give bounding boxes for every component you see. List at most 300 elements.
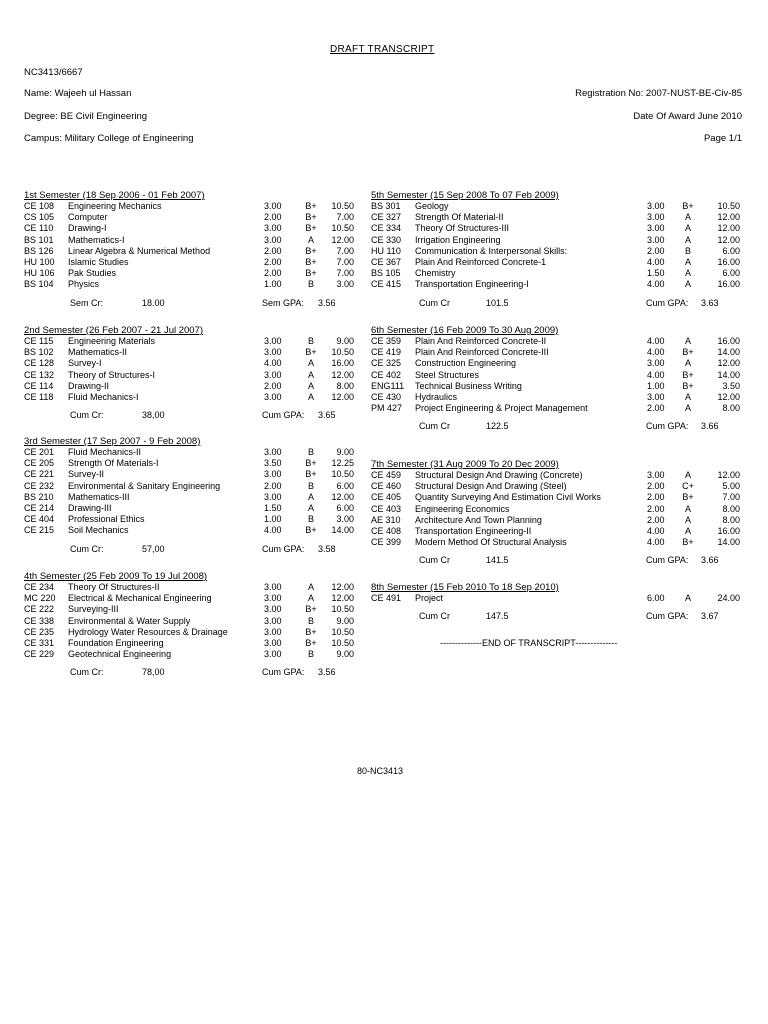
semester-block bbox=[24, 436, 364, 555]
course-credits: 3.00 bbox=[647, 234, 665, 245]
course-grade: A bbox=[307, 369, 314, 380]
course-row bbox=[24, 649, 364, 660]
semester-summary bbox=[371, 610, 719, 622]
course-grade: B bbox=[307, 279, 314, 290]
degree: Degree: BE Civil Engineering bbox=[24, 111, 148, 122]
course-name: Geology bbox=[415, 201, 449, 211]
course-grade: B+ bbox=[305, 256, 317, 267]
course-points: 9.00 bbox=[336, 447, 354, 457]
course-grade: A bbox=[307, 380, 314, 391]
course-points: 10.50 bbox=[331, 223, 354, 234]
course-row bbox=[371, 268, 740, 279]
course-grade: B bbox=[307, 615, 314, 626]
course-points: 6.00 bbox=[336, 502, 354, 513]
course-points: 3.00 bbox=[336, 279, 354, 290]
course-grade: B+ bbox=[305, 458, 317, 469]
gpa-label: Cum GPA: bbox=[646, 421, 689, 432]
course-name: Hydrology Water Resources & Drainage bbox=[68, 626, 228, 637]
course-code: BS 126 bbox=[24, 245, 54, 256]
course-name: Transportation Engineering-II bbox=[415, 525, 532, 536]
course-name: Transportation Engineering-I bbox=[415, 279, 529, 290]
credit-label: Cum Cr: bbox=[70, 410, 104, 421]
course-name: Structural Design And Drawing (Concrete) bbox=[415, 470, 583, 480]
course-grade: A bbox=[684, 358, 691, 369]
course-code: CE 110 bbox=[24, 223, 54, 234]
course-credits: 1.00 bbox=[647, 380, 665, 391]
semester-title: 6th Semester (16 Feb 2009 To 30 Aug 2009) bbox=[371, 325, 559, 336]
course-row bbox=[24, 503, 364, 514]
course-code: CE 232 bbox=[24, 480, 55, 491]
course-row bbox=[24, 201, 364, 212]
semester-summary bbox=[24, 297, 364, 309]
course-name: Hydraulics bbox=[415, 391, 458, 402]
course-credits: 2.00 bbox=[647, 403, 665, 414]
course-grade: B+ bbox=[305, 347, 317, 358]
course-credits: 4.00 bbox=[264, 525, 282, 536]
course-grade: B+ bbox=[682, 537, 694, 548]
course-name: Physics bbox=[68, 279, 100, 290]
semester-title: 1st Semester (18 Sep 2006 - 01 Feb 2007) bbox=[24, 190, 205, 201]
course-name: Project bbox=[415, 593, 444, 603]
course-credits: 3.00 bbox=[647, 212, 665, 223]
course-credits: 2.00 bbox=[647, 245, 665, 256]
course-name: Drawing-III bbox=[68, 502, 112, 513]
course-grade: B bbox=[307, 447, 314, 457]
course-row bbox=[24, 492, 364, 503]
semester-summary bbox=[371, 297, 719, 309]
course-name: Environmental & Sanitary Engineering bbox=[68, 480, 221, 491]
course-code: CE 221 bbox=[24, 469, 55, 480]
course-name: Soil Mechanics bbox=[68, 525, 129, 536]
course-grade: B+ bbox=[305, 637, 317, 648]
course-row bbox=[24, 469, 364, 480]
course-row bbox=[371, 525, 740, 537]
course-credits: 4.00 bbox=[647, 336, 665, 346]
registration-number: Registration No: 2007-NUST-BE-Civ-85 bbox=[575, 88, 742, 99]
course-credits: 2.00 bbox=[264, 256, 282, 267]
gpa-label: Cum GPA: bbox=[262, 543, 305, 554]
course-row bbox=[24, 358, 364, 369]
course-grade: A bbox=[684, 223, 691, 234]
semester-summary bbox=[371, 420, 719, 432]
course-code: CE 399 bbox=[371, 537, 402, 548]
course-credits: 3.00 bbox=[264, 649, 282, 660]
course-code: CE 430 bbox=[371, 391, 402, 402]
course-points: 8.00 bbox=[722, 503, 740, 514]
course-credits: 3.00 bbox=[264, 336, 282, 346]
course-grade: A bbox=[307, 582, 314, 592]
course-credits: 3.00 bbox=[264, 626, 282, 637]
course-points: 10.50 bbox=[331, 201, 354, 211]
course-credits: 1.00 bbox=[264, 514, 282, 525]
course-name: Strength Of Material-II bbox=[415, 212, 504, 223]
course-points: 12.00 bbox=[331, 234, 354, 245]
end-of-transcript: --------------END OF TRANSCRIPT-------------- bbox=[440, 638, 618, 648]
course-grade: A bbox=[684, 470, 691, 480]
course-points: 7.00 bbox=[336, 268, 354, 279]
course-name: Survey-I bbox=[68, 358, 102, 369]
course-row bbox=[24, 582, 364, 593]
course-code: CE 408 bbox=[371, 525, 402, 536]
course-points: 16.00 bbox=[717, 525, 740, 536]
course-code: CE 118 bbox=[24, 391, 54, 402]
gpa-label: Cum GPA: bbox=[262, 410, 305, 421]
credit-value: 38,00 bbox=[142, 410, 165, 421]
course-grade: A bbox=[684, 525, 691, 536]
course-code: CE 331 bbox=[24, 637, 55, 648]
course-points: 12.00 bbox=[331, 593, 354, 604]
course-name: Strength Of Materials-I bbox=[68, 458, 159, 469]
course-grade: A bbox=[684, 403, 691, 414]
course-code: CE 235 bbox=[24, 626, 55, 637]
page-number: Page 1/1 bbox=[703, 133, 742, 144]
credit-label: Sem Cr: bbox=[70, 297, 104, 308]
course-row bbox=[24, 212, 364, 223]
course-grade: B bbox=[684, 245, 691, 256]
course-code: CE 402 bbox=[371, 369, 402, 380]
course-points: 12.00 bbox=[717, 212, 740, 223]
course-code: CE 325 bbox=[371, 358, 402, 369]
course-code: BS 105 bbox=[371, 268, 401, 279]
course-row bbox=[24, 458, 364, 469]
credit-value: 147.5 bbox=[486, 611, 509, 622]
course-name: Quantity Surveying And Estimation Civil Works bbox=[415, 492, 601, 503]
course-row bbox=[24, 481, 364, 492]
course-row bbox=[24, 616, 364, 627]
course-grade: A bbox=[684, 503, 691, 514]
course-code: CE 459 bbox=[371, 470, 402, 480]
course-points: 14.00 bbox=[717, 537, 740, 548]
course-credits: 4.00 bbox=[647, 537, 665, 548]
course-grade: B bbox=[307, 480, 314, 491]
course-code: CE 338 bbox=[24, 615, 55, 626]
course-code: CE 460 bbox=[371, 481, 402, 492]
course-points: 14.00 bbox=[717, 347, 740, 358]
course-points: 7.00 bbox=[336, 212, 354, 223]
course-row bbox=[24, 627, 364, 638]
course-credits: 2.00 bbox=[647, 492, 665, 503]
course-code: CE 234 bbox=[24, 582, 55, 592]
course-name: Construction Engineering bbox=[415, 358, 517, 369]
course-grade: A bbox=[307, 391, 314, 402]
gpa-label: Cum GPA: bbox=[262, 667, 305, 678]
course-code: CE 403 bbox=[371, 503, 402, 514]
credit-value: 18.00 bbox=[142, 297, 165, 308]
course-name: Survey-II bbox=[68, 469, 105, 480]
course-code: AE 310 bbox=[371, 514, 401, 525]
course-row bbox=[371, 403, 740, 414]
credit-label: Cum Cr: bbox=[70, 667, 104, 678]
course-credits: 3.00 bbox=[264, 347, 282, 358]
course-row bbox=[371, 481, 740, 492]
semester-block bbox=[371, 582, 740, 622]
course-points: 14.00 bbox=[717, 369, 740, 380]
course-name: Steel Structures bbox=[415, 369, 480, 380]
course-points: 9.00 bbox=[336, 649, 354, 660]
gpa-value: 3.58 bbox=[318, 543, 336, 554]
course-code: CE 214 bbox=[24, 502, 55, 513]
course-points: 14.00 bbox=[331, 525, 354, 536]
course-name: Surveying-III bbox=[68, 604, 119, 615]
course-grade: A bbox=[684, 256, 691, 267]
course-name: Mathematics-I bbox=[68, 234, 125, 245]
course-name: Architecture And Town Planning bbox=[415, 514, 542, 525]
course-credits: 2.00 bbox=[264, 245, 282, 256]
course-row bbox=[371, 537, 740, 548]
gpa-label: Cum GPA: bbox=[646, 611, 689, 622]
course-name: Theory Of Structures-III bbox=[415, 223, 510, 234]
course-name: Engineering Mechanics bbox=[68, 201, 162, 211]
course-code: PM 427 bbox=[371, 403, 403, 414]
semester-title: 3rd Semester (17 Sep 2007 - 9 Feb 2008) bbox=[24, 436, 201, 447]
course-credits: 3.00 bbox=[264, 223, 282, 234]
course-grade: A bbox=[684, 268, 691, 279]
course-points: 12.00 bbox=[717, 223, 740, 234]
course-credits: 2.00 bbox=[264, 212, 282, 223]
course-name: Mathematics-III bbox=[68, 491, 130, 502]
gpa-label: Cum GPA: bbox=[646, 297, 689, 308]
course-row bbox=[371, 223, 740, 234]
course-points: 5.00 bbox=[722, 481, 740, 492]
credit-value: 78,00 bbox=[142, 667, 165, 678]
footer-code: 80-NC3413 bbox=[357, 766, 404, 776]
course-points: 6.00 bbox=[722, 268, 740, 279]
course-credits: 3.00 bbox=[264, 615, 282, 626]
course-credits: 3.00 bbox=[647, 470, 665, 480]
course-code: CE 415 bbox=[371, 279, 402, 290]
semester-summary bbox=[24, 543, 364, 555]
course-name: Structural Design And Drawing (Steel) bbox=[415, 481, 567, 492]
semester-title: 7th Semester (31 Aug 2009 To 20 Dec 2009) bbox=[371, 459, 559, 470]
course-points: 8.00 bbox=[722, 403, 740, 414]
course-grade: A bbox=[684, 279, 691, 290]
course-credits: 3.00 bbox=[264, 491, 282, 502]
semester-title: 2nd Semester (26 Feb 2007 - 21 Jul 2007) bbox=[24, 325, 204, 336]
course-grade: B bbox=[307, 649, 314, 660]
course-code: BS 102 bbox=[24, 347, 54, 358]
course-credits: 1.50 bbox=[264, 502, 282, 513]
course-row bbox=[24, 638, 364, 649]
course-name: Drawing-I bbox=[68, 223, 107, 234]
course-code: BS 210 bbox=[24, 491, 54, 502]
gpa-value: 3.56 bbox=[318, 667, 336, 678]
course-row bbox=[371, 279, 740, 290]
course-row bbox=[371, 212, 740, 223]
course-grade: A bbox=[307, 358, 314, 369]
course-row bbox=[24, 268, 364, 279]
course-name: Project Engineering & Project Management bbox=[415, 403, 588, 414]
course-name: Environmental & Water Supply bbox=[68, 615, 191, 626]
course-points: 12.00 bbox=[331, 369, 354, 380]
course-name: Drawing-II bbox=[68, 380, 110, 391]
course-grade: B+ bbox=[682, 201, 694, 211]
course-credits: 3.00 bbox=[264, 582, 282, 592]
course-row bbox=[24, 514, 364, 525]
course-code: CE 404 bbox=[24, 514, 55, 525]
course-code: CE 215 bbox=[24, 525, 55, 536]
gpa-value: 3.63 bbox=[701, 297, 719, 308]
course-points: 8.00 bbox=[722, 514, 740, 525]
credit-label: Cum Cr: bbox=[70, 543, 104, 554]
course-code: CE 491 bbox=[371, 593, 402, 603]
course-credits: 1.50 bbox=[647, 268, 665, 279]
course-credits: 1.00 bbox=[264, 279, 282, 290]
course-row bbox=[371, 470, 740, 481]
course-row bbox=[24, 370, 364, 381]
course-credits: 3.00 bbox=[264, 447, 282, 457]
credit-value: 57,00 bbox=[142, 543, 165, 554]
date-of-award: Date Of Award June 2010 bbox=[633, 111, 742, 122]
course-name: Irrigation Engineering bbox=[415, 234, 501, 245]
course-name: Theory of Structures-I bbox=[68, 369, 156, 380]
course-row bbox=[371, 245, 740, 257]
credit-label: Cum Cr bbox=[419, 421, 450, 432]
course-row bbox=[371, 201, 740, 212]
credit-value: 122.5 bbox=[486, 421, 509, 432]
course-points: 12.00 bbox=[717, 470, 740, 480]
course-name: Electrical & Mechanical Engineering bbox=[68, 593, 212, 604]
course-grade: B+ bbox=[305, 469, 317, 480]
course-credits: 2.00 bbox=[264, 480, 282, 491]
semester-block bbox=[24, 325, 364, 421]
course-points: 10.50 bbox=[331, 637, 354, 648]
course-name: Plain And Reinforced Concrete-1 bbox=[415, 256, 547, 267]
course-credits: 3.00 bbox=[647, 201, 665, 211]
page-title: DRAFT TRANSCRIPT bbox=[330, 44, 435, 55]
course-grade: A bbox=[684, 336, 691, 346]
course-code: CE 330 bbox=[371, 234, 402, 245]
credit-value: 101.5 bbox=[486, 297, 509, 308]
gpa-value: 3.66 bbox=[701, 421, 719, 432]
course-grade: B bbox=[307, 514, 314, 525]
course-name: Professional Ethics bbox=[68, 514, 145, 525]
course-credits: 4.00 bbox=[647, 347, 665, 358]
course-name: Foundation Engineering bbox=[68, 637, 164, 648]
course-row bbox=[24, 525, 364, 536]
course-grade: B+ bbox=[305, 201, 317, 211]
course-credits: 3.50 bbox=[264, 458, 282, 469]
course-code: CE 419 bbox=[371, 347, 402, 358]
semester-summary bbox=[371, 554, 719, 566]
credit-label: Cum Cr bbox=[419, 611, 450, 622]
course-points: 3.50 bbox=[722, 380, 740, 391]
course-grade: A bbox=[307, 234, 314, 245]
semester-title: 8th Semester (15 Feb 2010 To 18 Sep 2010) bbox=[371, 582, 559, 593]
semester-block bbox=[371, 459, 740, 566]
course-grade: B+ bbox=[682, 369, 694, 380]
course-row bbox=[24, 257, 364, 268]
course-points: 10.50 bbox=[331, 347, 354, 358]
course-grade: A bbox=[307, 593, 314, 604]
credit-label: Cum Cr bbox=[419, 555, 450, 566]
course-credits: 3.00 bbox=[264, 604, 282, 615]
course-name: Pak Studies bbox=[68, 268, 117, 279]
course-code: BS 104 bbox=[24, 279, 54, 290]
semester-title: 5th Semester (15 Sep 2008 To 07 Feb 2009) bbox=[371, 190, 559, 201]
course-row bbox=[371, 593, 740, 604]
course-code: CE 205 bbox=[24, 458, 55, 469]
course-points: 9.00 bbox=[336, 615, 354, 626]
course-points: 6.00 bbox=[336, 480, 354, 491]
course-code: CE 132 bbox=[24, 369, 55, 380]
course-grade: B bbox=[307, 336, 314, 346]
course-grade: A bbox=[307, 502, 314, 513]
campus: Campus: Military College of Engineering bbox=[24, 133, 194, 144]
course-points: 24.00 bbox=[717, 593, 740, 603]
course-row bbox=[24, 223, 364, 234]
course-points: 6.00 bbox=[722, 245, 740, 256]
course-credits: 2.00 bbox=[647, 503, 665, 514]
course-credits: 4.00 bbox=[264, 358, 282, 369]
course-code: CE 327 bbox=[371, 212, 402, 223]
course-name: Fluid Mechanics-II bbox=[68, 447, 142, 457]
course-row bbox=[24, 593, 364, 604]
course-grade: B+ bbox=[305, 525, 317, 536]
course-grade: B+ bbox=[305, 223, 317, 234]
course-grade: C+ bbox=[682, 481, 694, 492]
course-code: HU 100 bbox=[24, 256, 55, 267]
course-points: 12.00 bbox=[717, 234, 740, 245]
reference-number: NC3413/6667 bbox=[24, 67, 83, 78]
course-points: 3.00 bbox=[336, 514, 354, 525]
gpa-label: Cum GPA: bbox=[646, 555, 689, 566]
course-credits: 3.00 bbox=[264, 391, 282, 402]
course-row bbox=[24, 381, 364, 392]
course-row bbox=[371, 347, 740, 358]
course-code: CE 114 bbox=[24, 380, 54, 391]
course-row bbox=[371, 369, 740, 381]
student-name: Name: Wajeeh ul Hassan bbox=[24, 88, 132, 99]
credit-label: Cum Cr bbox=[419, 297, 450, 308]
course-credits: 4.00 bbox=[647, 525, 665, 536]
course-points: 7.00 bbox=[722, 492, 740, 503]
course-name: Theory Of Structures-II bbox=[68, 582, 160, 592]
course-row bbox=[371, 358, 740, 369]
course-code: CE 229 bbox=[24, 649, 55, 660]
course-code: BS 101 bbox=[24, 234, 54, 245]
course-code: HU 106 bbox=[24, 268, 55, 279]
semester-block bbox=[371, 190, 740, 309]
course-points: 16.00 bbox=[331, 358, 354, 369]
course-credits: 3.00 bbox=[647, 223, 665, 234]
course-code: HU 110 bbox=[371, 245, 401, 256]
course-code: CE 128 bbox=[24, 358, 55, 369]
course-points: 9.00 bbox=[336, 336, 354, 346]
course-points: 16.00 bbox=[717, 279, 740, 290]
course-code: CE 405 bbox=[371, 492, 402, 503]
course-grade: B+ bbox=[682, 492, 694, 503]
course-grade: A bbox=[684, 391, 691, 402]
course-credits: 2.00 bbox=[647, 481, 665, 492]
gpa-label: Sem GPA: bbox=[262, 297, 304, 308]
course-points: 7.00 bbox=[336, 245, 354, 256]
course-points: 10.50 bbox=[331, 604, 354, 615]
course-name: Modern Method Of Structural Analysis bbox=[415, 537, 567, 548]
course-points: 12.00 bbox=[331, 582, 354, 592]
course-code: BS 301 bbox=[371, 201, 401, 211]
course-credits: 4.00 bbox=[647, 369, 665, 380]
course-code: CE 334 bbox=[371, 223, 402, 234]
course-credits: 2.00 bbox=[647, 514, 665, 525]
course-points: 12.00 bbox=[717, 358, 740, 369]
semester-block bbox=[371, 325, 740, 432]
course-grade: A bbox=[684, 234, 691, 245]
course-credits: 3.00 bbox=[264, 369, 282, 380]
course-row bbox=[24, 336, 364, 347]
course-name: Communication & Interpersonal Skills: bbox=[415, 245, 568, 256]
course-points: 12.25 bbox=[331, 458, 354, 469]
course-code: CE 115 bbox=[24, 336, 54, 346]
